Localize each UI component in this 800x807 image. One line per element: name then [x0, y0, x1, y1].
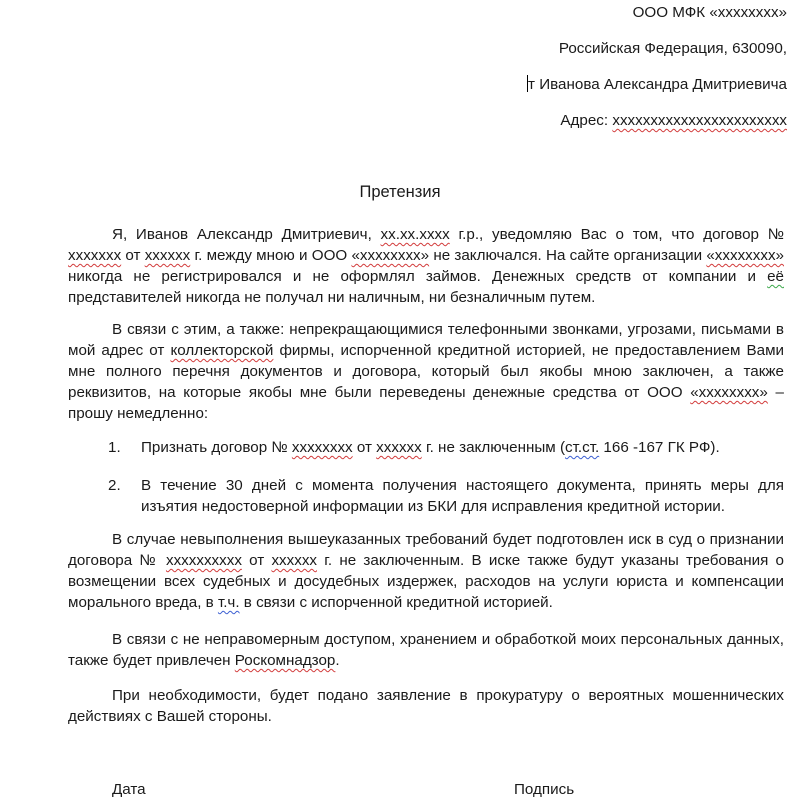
- sender-address-line: [560, 111, 787, 131]
- address-label: Адрес:: [560, 112, 613, 129]
- address-value: ххххххххххххххххххххххх: [612, 112, 787, 129]
- paragraph-3: В случае невыполнения вышеуказанных требований будет подготовлен иск в суд о признании договора № хххххххххх от хххххх г. не заключенным. В иске также будут указаны требования о возмещении всех судебных и досудебных издержек, расходов на услуги юриста и компенсации морального вреда, в т.ч. в связи с испорченной кредитной историей.: [68, 531, 784, 611]
- sender-line: [527, 75, 787, 95]
- paragraph-5: При необходимости, будет подано заявление в прокуратуру о вероятных мошеннических действиях с Вашей стороны.: [68, 687, 784, 725]
- document-title: Претензия: [359, 183, 441, 201]
- list-item-text: В течение 30 дней с момента получения настоящего документа, принять меры для изъятия недостоверной информации из БКИ для исправления кредитной истории.: [141, 477, 784, 515]
- list-number: 1.: [108, 439, 121, 456]
- list-item-text: Признать договор № хххххххх от хххххх г. не заключенным (ст.ст. 166 -167 ГК РФ).: [141, 439, 720, 456]
- paragraph-4: В связи с не неправомерным доступом, хранением и обработкой моих персональных данных, также будет привлечен Роскомнадзор.: [68, 631, 784, 669]
- signature-label: Подпись: [514, 781, 575, 798]
- recipient-text: ООО МФК «хххххххх»: [632, 4, 787, 21]
- recipient-line: [633, 3, 787, 23]
- paragraph-2: В связи с этим, а также: непрекращающимися телефонными звонками, угрозами, письмами в мой адрес от коллекторской фирмы, испорченной кредитной историей, не предоставлением Вами мне полного перечня документов и договора, который был якобы мною заключен, а также реквизитов, на которые якобы мне были переведены денежные средства от ООО «хххххххх» – прошу немедленно:: [68, 321, 784, 422]
- date-label: Дата: [112, 781, 146, 798]
- address-line: [559, 39, 787, 59]
- paragraph-1: Я, Иванов Александр Дмитриевич, хх.хх.хххх г.р., уведомляю Вас о том, что договор № ххххххх от хххххх г. между мною и ООО «хххххххх» не заключался. На сайте организации «хххххххх» никогда не регистрировался и не оформлял займов. Денежных средств от компании и её представителей никогда не получал ни наличным, ни безналичным путем.: [68, 226, 785, 306]
- list-number: 2.: [108, 477, 121, 494]
- address-line-text: Российская Федерация, 630090,: [558, 40, 787, 57]
- sender-text: т Иванова Александра Дмитриевича: [528, 76, 787, 93]
